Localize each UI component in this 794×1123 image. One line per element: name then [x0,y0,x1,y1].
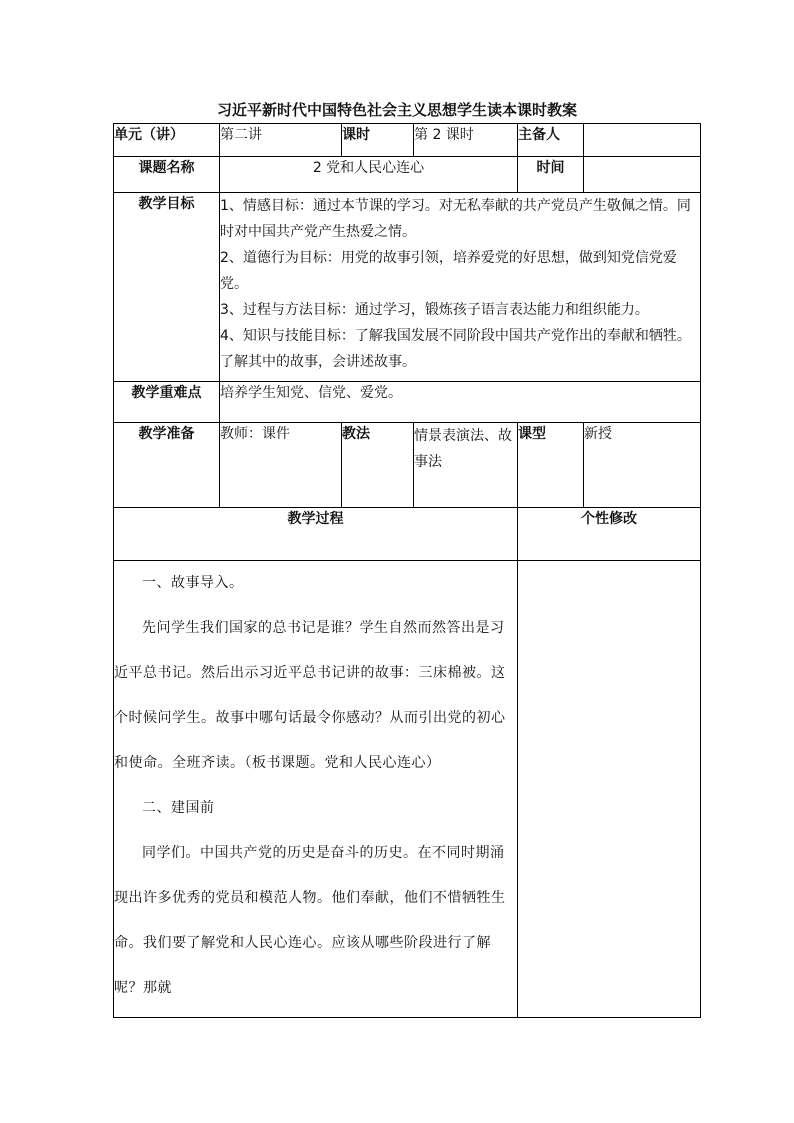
unit-value: 第二讲 [220,124,342,157]
row-unit [114,124,701,157]
row-section-headers [114,508,701,561]
row-process-body [114,561,701,1018]
row-key-points [114,382,701,423]
row-goals [114,193,701,382]
preparer-value [584,124,701,157]
key-points-value: 培养学生知党、信党、爱党。 [220,382,701,423]
method-value: 情景表演法、故事法 [414,423,518,508]
method-label: 教法 [342,423,414,508]
process-paragraph: 二、建国前 [142,800,215,816]
process-paragraph: 同学们。中国共产党的历史是奋斗的历史。在不同时期涌现出许多优秀的党员和模范人物。他们奉献，他们不惜牺牲生命。我们要了解党和人民心连心。应该从哪些阶段进行了解呢？那就 [114,845,506,996]
process-paragraph: 先问学生我们国家的总书记是谁？学生自然而然答出是习近平总书记。然后出示习近平总书记讲的故事：三床棉被。这个时候问学生。故事中哪句话最令你感动？从而引出党的初心和使命。全班齐读。（板书课题。党和人民心连心） [114,620,506,771]
unit-label: 单元（讲） [114,124,220,157]
topic-value: 2 党和人民心连心 [220,157,518,193]
row-prep [114,423,701,508]
key-points-label: 教学重难点 [114,382,220,423]
type-value: 新授 [584,423,701,508]
lesson-plan-table [113,123,701,1018]
goal-item: 3、过程与方法目标：通过学习，锻炼孩子语言表达能力和组织能力。 [220,302,649,318]
process-paragraph: 一、故事导入。 [142,575,244,591]
goals-label: 教学目标 [114,193,220,382]
goal-item: 2、道德行为目标：用党的故事引领，培养爱党的好思想，做到知党信党爱党。 [220,250,677,292]
goals-content [220,193,701,382]
prep-value: 教师：课件 [220,423,342,508]
period-label: 课时 [342,124,414,157]
document-title: 习近平新时代中国特色社会主义思想学生读本课时教案 [216,101,577,119]
prep-label: 教学准备 [114,423,220,508]
process-header: 教学过程 [114,508,518,561]
time-value [584,157,701,193]
row-topic [114,157,701,193]
goal-item: 4、知识与技能目标：了解我国发展不同阶段中国共产党作出的奉献和牺牲。了解其中的故事，会讲述故事。 [220,328,691,370]
goal-item: 1、情感目标：通过本节课的学习。对无私奉献的共产党员产生敬佩之情。同时对中国共产党产生热爱之情。 [220,198,691,240]
preparer-label: 主备人 [518,124,584,157]
process-body [114,561,518,1018]
revision-header: 个性修改 [518,508,701,561]
topic-label: 课题名称 [114,157,220,193]
revision-body [518,561,701,1018]
period-value: 第 2 课时 [414,124,518,157]
type-label: 课型 [518,423,584,508]
time-label: 时间 [518,157,584,193]
